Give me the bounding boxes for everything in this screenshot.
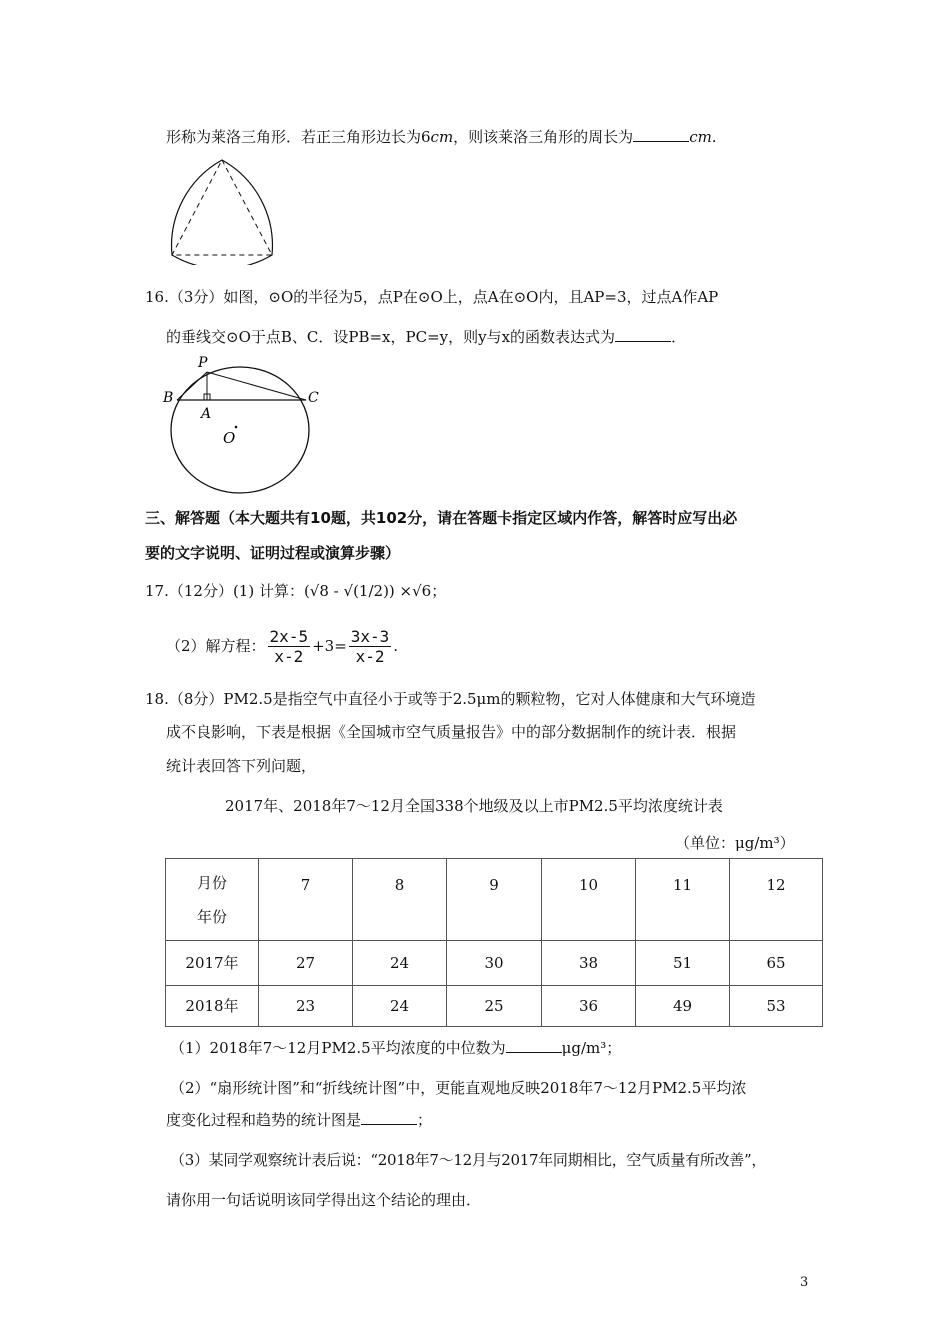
value-cell: 65	[730, 941, 823, 986]
value-cell: 53	[730, 986, 823, 1027]
q15-text: 形称为莱洛三角形．若正三角形边长为6cm，则该莱洛三角形的周长为 cm.	[166, 128, 717, 146]
month-cell: 8	[353, 859, 447, 941]
q18-line1: 18.（8分）PM2.5是指空气中直径小于或等于2.5μm的颗粒物，它对人体健康和大气环境造	[145, 690, 756, 708]
month-cell: 9	[447, 859, 542, 941]
month-cell: 10	[542, 859, 636, 941]
table-row	[166, 941, 823, 986]
month-cell: 11	[636, 859, 730, 941]
fraction-2: $\frac{3x-3}{x-2}$	[350, 626, 390, 666]
q18-sub3-line2: 请你用一句话说明该同学得出这个结论的理由．	[166, 1191, 482, 1209]
page-number: 3	[800, 1275, 809, 1290]
year-cell: 2018年	[166, 986, 259, 1027]
value-cell: 30	[447, 941, 542, 986]
value-cell: 36	[542, 986, 636, 1027]
table-header-row	[166, 859, 823, 941]
label-a: A	[201, 406, 212, 422]
value-cell: 23	[259, 986, 353, 1027]
fraction-1: $\frac{2x-5}{x-2}$	[269, 626, 309, 666]
q18-sub3-line1: （3）某同学观察统计表后说：“2018年7～12月与2017年同期相比，空气质量有所改善”，	[170, 1151, 767, 1169]
header-corner-cell: 月份 年份	[166, 859, 259, 941]
reuleaux-triangle-figure	[165, 155, 280, 265]
section-heading-1: 三、解答题（本大题共有10题，共102分，请在答题卡指定区域内作答，解答时应写出必	[145, 509, 738, 527]
month-cell: 7	[259, 859, 353, 941]
value-cell: 24	[353, 941, 447, 986]
month-cell: 12	[730, 859, 823, 941]
circle-figure	[160, 352, 320, 494]
pm25-table	[165, 858, 823, 1027]
q18-sub2-line1: （2）“扇形统计图”和“折线统计图”中，更能直观地反映2018年7～12月PM2.5平均浓	[170, 1079, 747, 1097]
section-heading-2: 要的文字说明、证明过程或演算步骤）	[145, 544, 401, 562]
q16-line2: 的垂线交⊙O于点B、C．设PB=x，PC=y，则y与x的函数表达式为 ．	[166, 328, 687, 346]
q18-sub2-line2: 度变化过程和趋势的统计图是 ；	[166, 1111, 433, 1129]
year-cell: 2017年	[166, 941, 259, 986]
q17-part2: （2）解方程： $\frac{2x-5}{x-2}$ +3= $\frac{3x-3}{x-2}$ .	[166, 626, 399, 666]
q18-line3: 统计表回答下列问题，	[166, 757, 317, 775]
value-cell: 49	[636, 986, 730, 1027]
q18-line2: 成不良影响，下表是根据《全国城市空气质量报告》中的部分数据制作的统计表．根据	[166, 723, 737, 741]
value-cell: 24	[353, 986, 447, 1027]
q16-line1: 16.（3分）如图，⊙O的半径为5，点P在⊙O上，点A在⊙O内，且AP=3，过点A作AP	[145, 288, 719, 306]
value-cell: 27	[259, 941, 353, 986]
label-o: O	[223, 429, 236, 447]
table-row	[166, 986, 823, 1027]
q17-part1: 17.（12分）(1) 计算：(√8 - √(1/2)) ×√6；	[145, 582, 447, 600]
table-unit: （单位：μg/m³）	[675, 834, 795, 852]
label-c: C	[308, 390, 319, 406]
value-cell: 25	[447, 986, 542, 1027]
label-p: P	[198, 355, 208, 371]
q18-sub1: （1）2018年7～12月PM2.5平均浓度的中位数为 μg/m³；	[170, 1039, 622, 1057]
value-cell: 38	[542, 941, 636, 986]
table-title: 2017年、2018年7～12月全国338个地级及以上市PM2.5平均浓度统计表	[225, 797, 723, 815]
value-cell: 51	[636, 941, 730, 986]
label-b: B	[163, 390, 174, 406]
